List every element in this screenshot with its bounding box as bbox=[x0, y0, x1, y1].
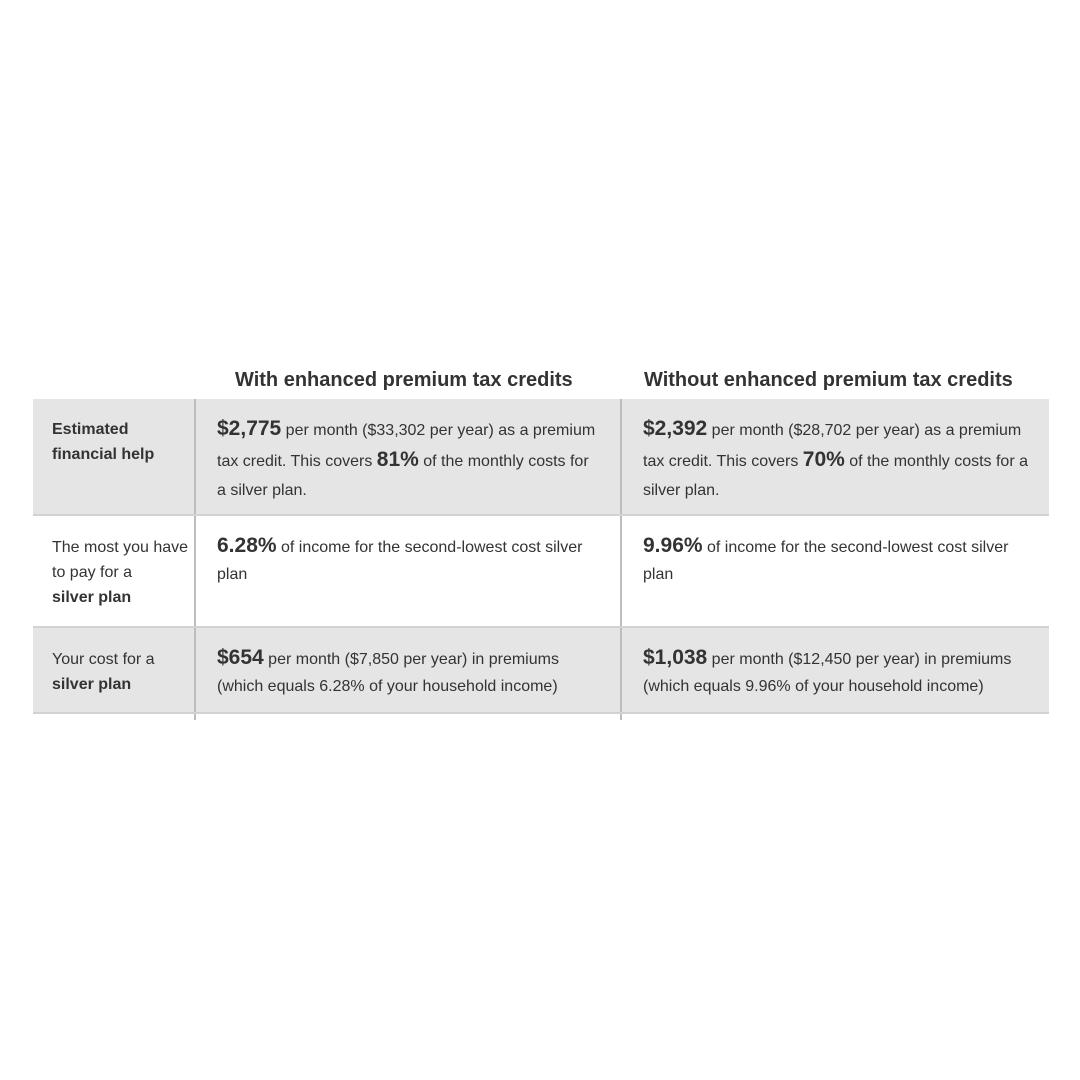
cell-text: per month ($33,302 per year) as a premium tax credit. This covers bbox=[217, 422, 596, 470]
row-label-financial-help bbox=[33, 399, 196, 514]
cell-text: of income for the second-lowest cost silver plan bbox=[643, 539, 1009, 583]
table-header-row bbox=[33, 362, 1049, 399]
percent-value: 70% bbox=[802, 448, 845, 471]
divider bbox=[196, 714, 622, 720]
cell-with-financial-help bbox=[196, 399, 622, 514]
cell-without-your-cost bbox=[622, 628, 1049, 712]
cell-without-max-pay bbox=[622, 516, 1049, 626]
amount-value: $654 bbox=[217, 646, 264, 669]
cell-text: per month ($12,450 per year) in premiums (which equals 9.96% of your household income) bbox=[643, 651, 1012, 695]
divider bbox=[33, 714, 196, 720]
table-bottom-edge bbox=[33, 714, 1049, 720]
table-row-your-cost bbox=[33, 628, 1049, 714]
header-with-credits: With enhanced premium tax credits bbox=[235, 369, 573, 391]
row-label-line: Estimated bbox=[52, 421, 129, 438]
row-label-bold: silver plan bbox=[52, 676, 132, 693]
cell-text: per month ($28,702 per year) as a premium tax credit. This covers bbox=[643, 422, 1022, 470]
row-label-bold: silver plan bbox=[52, 589, 132, 606]
row-label-text: The most you have to pay for a bbox=[52, 539, 189, 581]
row-label-your-cost bbox=[33, 628, 196, 712]
row-label-max-pay bbox=[33, 516, 196, 626]
cell-text: per month ($7,850 per year) in premiums (which equals 6.28% of your household income) bbox=[217, 651, 559, 695]
amount-value: $2,775 bbox=[217, 417, 282, 440]
header-empty-cell bbox=[33, 362, 196, 399]
cell-with-your-cost bbox=[196, 628, 622, 712]
cell-with-max-pay bbox=[196, 516, 622, 626]
cell-text: of the monthly costs for a silver plan. bbox=[217, 453, 589, 499]
row-label-text: Your cost for a bbox=[52, 651, 155, 668]
percent-value: 9.96% bbox=[643, 534, 703, 557]
amount-value: $1,038 bbox=[643, 646, 708, 669]
cell-text: of the monthly costs for a silver plan. bbox=[643, 453, 1028, 499]
table-row-max-pay bbox=[33, 516, 1049, 628]
cell-text: of income for the second-lowest cost silver plan bbox=[217, 539, 583, 583]
cell-without-financial-help bbox=[622, 399, 1049, 514]
header-without-credits: Without enhanced premium tax credits bbox=[644, 369, 1013, 391]
percent-value: 81% bbox=[376, 448, 419, 471]
comparison-table bbox=[33, 362, 1049, 720]
percent-value: 6.28% bbox=[217, 534, 277, 557]
table-row-financial-help bbox=[33, 399, 1049, 516]
amount-value: $2,392 bbox=[643, 417, 708, 440]
row-label-line: financial help bbox=[52, 446, 155, 463]
